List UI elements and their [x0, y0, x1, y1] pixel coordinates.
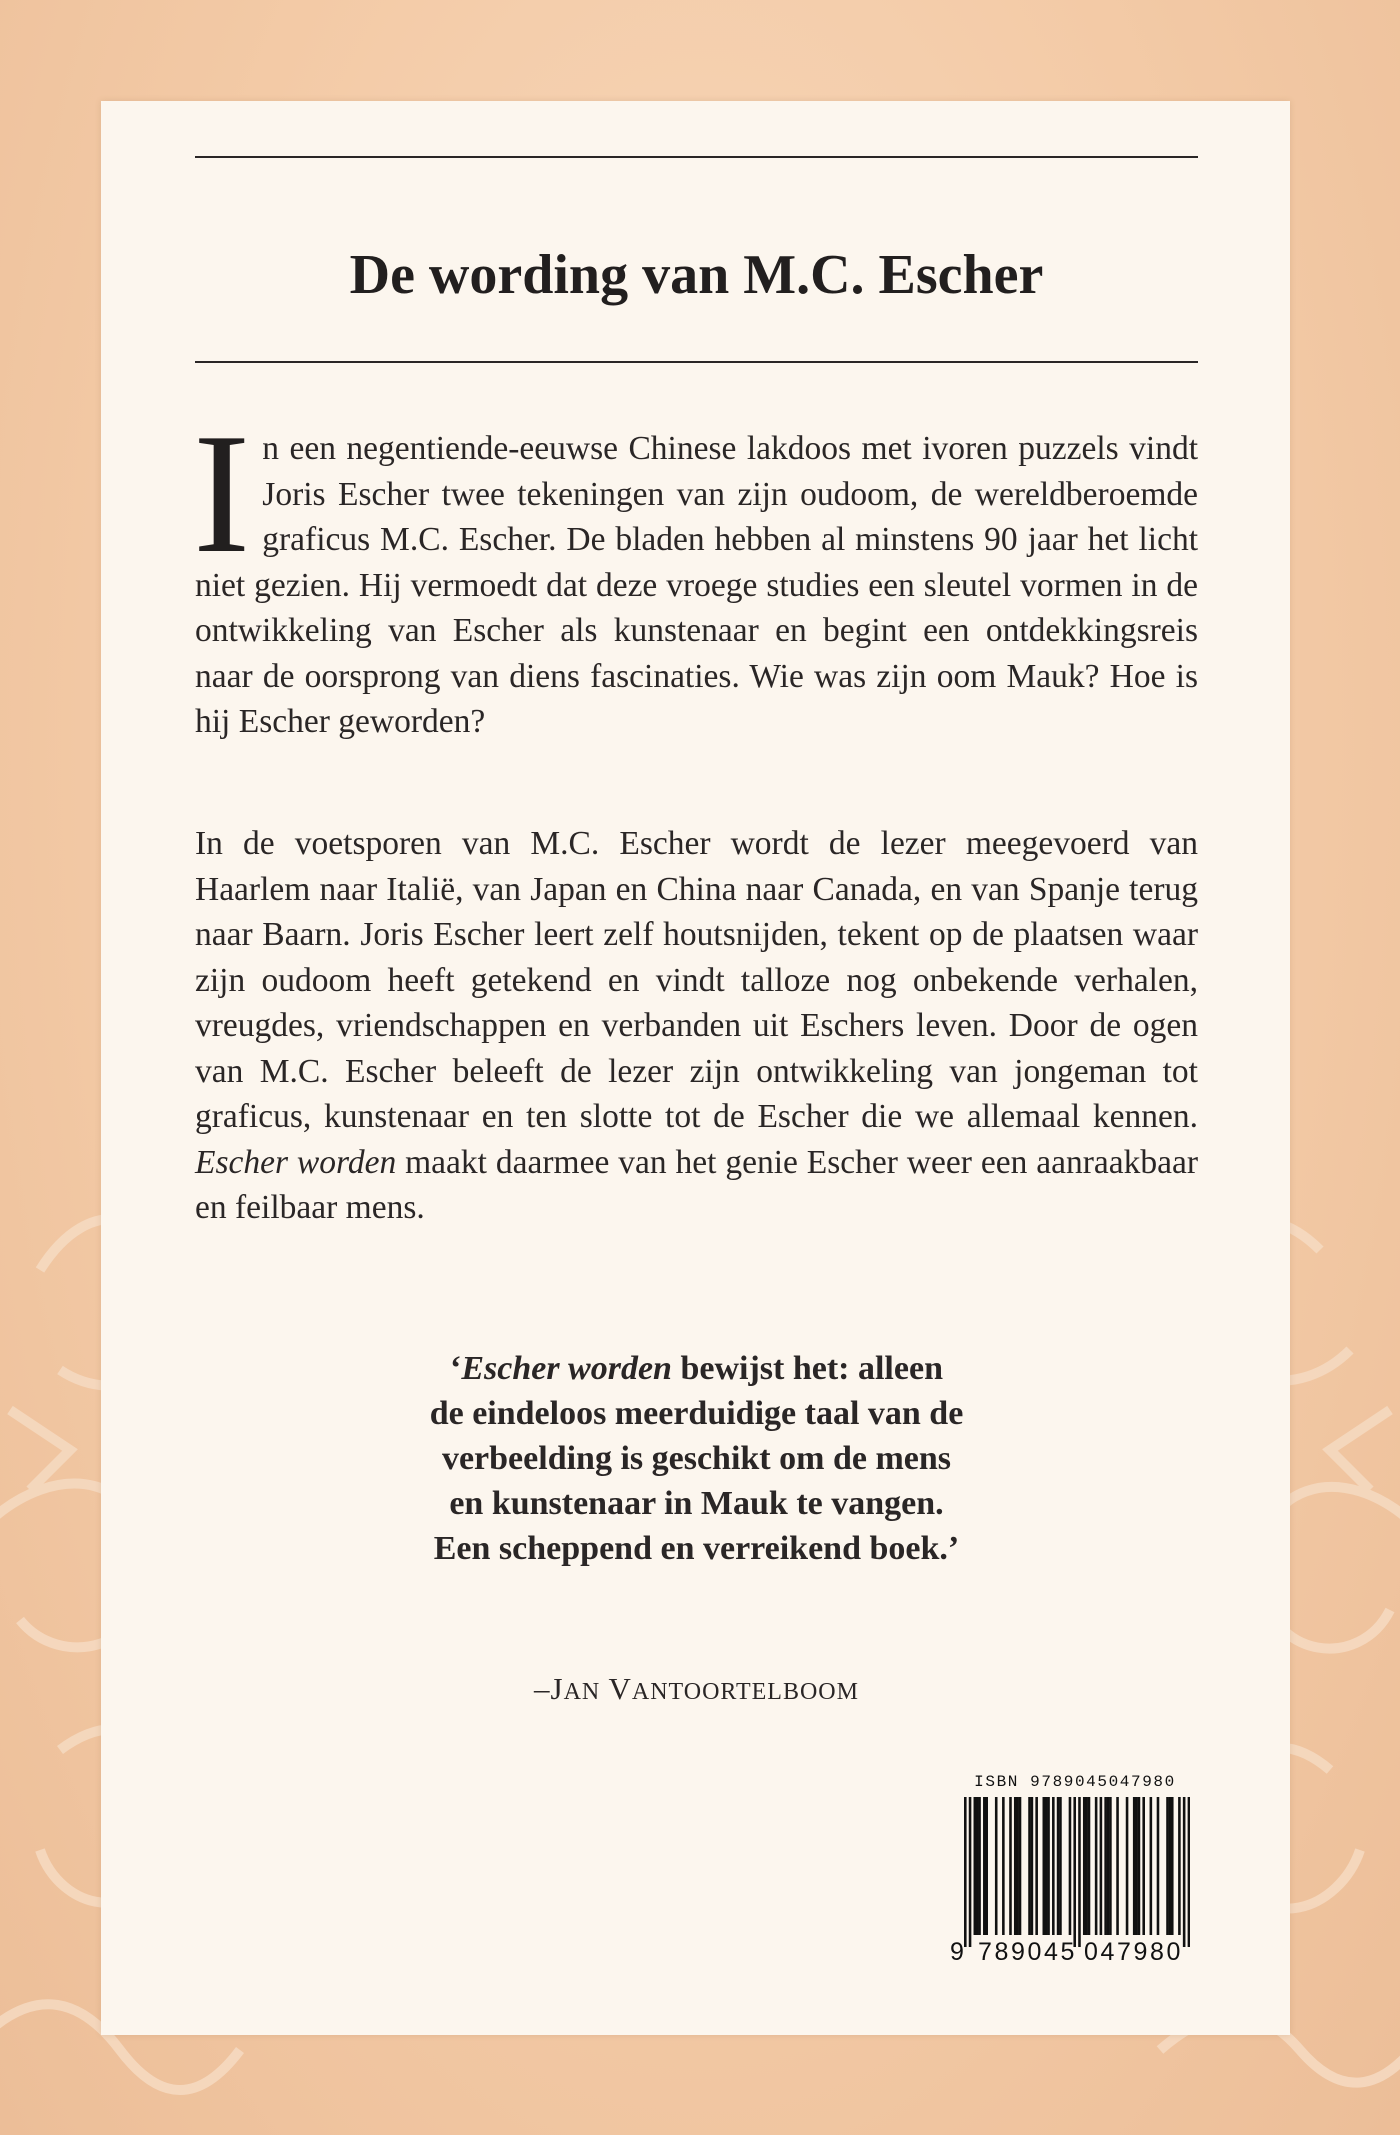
barcode-bar	[1083, 1797, 1086, 1935]
barcode-bar	[1104, 1797, 1107, 1935]
blurb-book-title-italic: Escher worden	[195, 1143, 397, 1181]
barcode-bar	[1014, 1797, 1017, 1935]
barcode-bar	[1057, 1797, 1060, 1935]
barcode-digits-right: 047980	[1084, 1938, 1184, 1966]
attribution-first-initial: J	[550, 1671, 564, 1706]
barcode-bar	[1109, 1797, 1112, 1935]
barcode-bar	[1031, 1797, 1034, 1935]
quote-line-5: Een scheppend en verreikend boek.’	[433, 1530, 960, 1567]
attribution-last-initial: V	[608, 1671, 632, 1706]
review-quote	[195, 1346, 1198, 1571]
barcode-bar	[1069, 1797, 1072, 1935]
blurb-paragraph-1	[193, 399, 1198, 745]
isbn-barcode	[950, 1773, 1200, 1966]
barcode-digits	[950, 1938, 1200, 1966]
barcode-bar	[1166, 1797, 1169, 1935]
book-title: De wording van M.C. Escher	[349, 244, 1044, 306]
barcode-bar	[1188, 1797, 1190, 1947]
barcode-bar	[1126, 1797, 1129, 1935]
barcode-bar	[1009, 1797, 1012, 1935]
attribution-last-rest: ANTOORTELBOOM	[631, 1679, 859, 1705]
barcode-bar	[1183, 1797, 1186, 1947]
barcode-bar	[1073, 1797, 1076, 1947]
barcode-bar	[1052, 1797, 1055, 1935]
barcode-bar	[1043, 1797, 1046, 1935]
barcode-bar	[1045, 1797, 1048, 1935]
quote-line-4: en kunstenaar in Mauk te vangen.	[449, 1485, 944, 1522]
barcode-bar	[1157, 1797, 1160, 1935]
back-cover-panel	[101, 101, 1290, 2035]
quote-attribution	[195, 1671, 1198, 1707]
attribution-dash: –	[534, 1671, 551, 1706]
title-bottom-rule	[195, 361, 1198, 363]
barcode-bars	[964, 1797, 1190, 1947]
quote-line-3: verbeelding is geschikt om de mens	[441, 1440, 952, 1477]
barcode-bar	[969, 1797, 972, 1947]
barcode-bar	[1002, 1797, 1005, 1935]
barcode-bar	[1138, 1797, 1141, 1935]
barcode-bar	[1035, 1797, 1038, 1935]
barcode-bar	[1178, 1797, 1181, 1935]
barcode-bar	[1019, 1797, 1022, 1935]
barcode-bar	[1088, 1797, 1091, 1935]
blurb-paragraph-2-text-a: In de voetsporen van M.C. Escher wordt de lezer meegevoerd van Haarlem naar Italië, van Japan en China naar Canada, en van Spanje terug naar Baarn. Joris Escher leert zelf houtsnijden, tekent op de plaatsen waar zijn oudoom heeft getekend en vindt talloze nog onbekende verhalen, vreugdes, vriendschappen en verbanden uit Eschers leven. Door de ogen van M.C. Escher beleeft de lezer zijn ontwikkeling van jongeman tot graficus, kunstenaar en ten slotte tot de Escher die we allemaal kennen.	[195, 825, 1198, 1135]
barcode-bar	[1016, 1797, 1019, 1935]
barcode-digit-first: 9	[950, 1938, 964, 1966]
barcode-bar	[1116, 1797, 1119, 1935]
barcode-bar	[1107, 1797, 1110, 1935]
barcode-bar	[1100, 1797, 1103, 1935]
barcode-bar	[1078, 1797, 1081, 1947]
barcode-bar	[976, 1797, 979, 1935]
title-top-rule	[195, 156, 1198, 158]
quote-line-1	[195, 1346, 1198, 1391]
barcode-bar	[978, 1797, 981, 1935]
barcode-bar	[974, 1797, 977, 1935]
isbn-label: ISBN 9789045047980	[974, 1773, 1176, 1791]
barcode-bar	[983, 1797, 986, 1935]
barcode-bar	[1171, 1797, 1174, 1935]
barcode-bar	[985, 1797, 988, 1935]
barcode-bar	[1047, 1797, 1050, 1935]
blurb-paragraph-2-text-b: maakt daarmee van het genie Escher weer een aanraakbaar en feilbaar mens.	[195, 1143, 1198, 1226]
blurb-paragraph-2	[195, 821, 1198, 1231]
blurb-paragraph-1-text: n een negentiende-eeuwse Chinese lakdoos met ivoren puzzels vindt Joris Escher twee tekeningen van zijn oudoom, de wereldberoemde graficus M.C. Escher. De bladen hebben al minstens 90 jaar het licht niet gezien. Hij vermoedt dat deze vroege studies een sleutel vormen in de ontwikkeling van Escher als kunstenaar en begint een ontdekkingsreis naar de oorsprong van diens fascinaties. Wie was zijn oom Mauk? Hoe is hij Escher geworden?	[195, 430, 1198, 740]
barcode-bar	[995, 1797, 998, 1935]
barcode-bar	[1135, 1797, 1138, 1935]
drop-cap: I	[193, 399, 251, 589]
barcode-bar	[1133, 1797, 1136, 1935]
quote-book-title-italic: Escher worden	[461, 1350, 672, 1387]
barcode-bar	[1169, 1797, 1172, 1935]
quote-line-2: de eindeloos meerduidige taal van de	[429, 1395, 964, 1432]
quote-line-1-rest: bewijst het: alleen	[671, 1350, 943, 1387]
barcode-bar	[1095, 1797, 1098, 1935]
barcode-digits-left: 789045	[978, 1938, 1078, 1966]
barcode-bar	[1085, 1797, 1088, 1935]
barcode-bar	[1150, 1797, 1153, 1935]
barcode-bar	[1028, 1797, 1031, 1935]
quote-open-mark: ‘	[450, 1350, 462, 1387]
barcode-bar	[964, 1797, 967, 1947]
barcode-bar	[1142, 1797, 1145, 1935]
barcode-bar	[1059, 1797, 1062, 1935]
attribution-first-rest: AN	[563, 1679, 601, 1705]
